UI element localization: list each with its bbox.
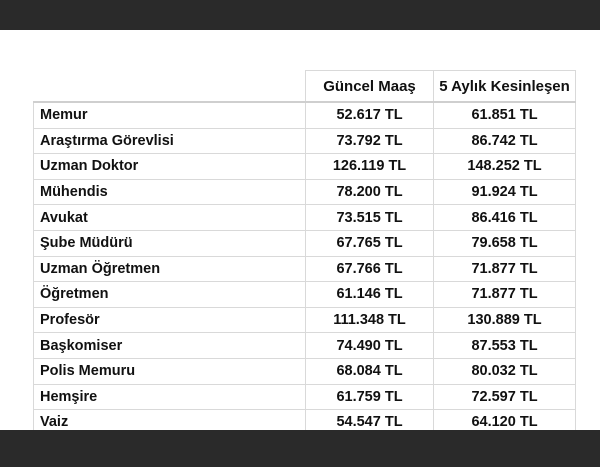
- current-salary-cell: 68.084 TL: [306, 358, 434, 384]
- final-salary-cell: 86.416 TL: [434, 205, 576, 231]
- final-salary-cell: 148.252 TL: [434, 154, 576, 180]
- table-row: [34, 256, 576, 282]
- bottom-letterbox-bar: [0, 430, 600, 467]
- current-salary-cell: 111.348 TL: [306, 307, 434, 333]
- current-salary-cell: 78.200 TL: [306, 179, 434, 205]
- current-salary-cell: 67.766 TL: [306, 256, 434, 282]
- job-title-cell: Uzman Doktor: [34, 154, 306, 180]
- salary-table: [33, 70, 576, 436]
- job-title-cell: Profesör: [34, 307, 306, 333]
- job-title-cell: Başkomiser: [34, 333, 306, 359]
- job-title-cell: Mühendis: [34, 179, 306, 205]
- current-salary-cell: 54.547 TL: [306, 410, 434, 436]
- table-row: [34, 282, 576, 308]
- current-salary-cell: 52.617 TL: [306, 102, 434, 128]
- job-title-cell: Polis Memuru: [34, 358, 306, 384]
- table-row: [34, 307, 576, 333]
- job-title-cell: Memur: [34, 102, 306, 128]
- table-body: [34, 102, 576, 435]
- final-salary-cell: 61.851 TL: [434, 102, 576, 128]
- table-row: [34, 230, 576, 256]
- current-salary-cell: 74.490 TL: [306, 333, 434, 359]
- final-salary-cell: 79.658 TL: [434, 230, 576, 256]
- final-salary-cell: 86.742 TL: [434, 128, 576, 154]
- job-title-cell: Uzman Öğretmen: [34, 256, 306, 282]
- top-letterbox-bar: [0, 0, 600, 30]
- current-salary-cell: 61.759 TL: [306, 384, 434, 410]
- current-salary-cell: 126.119 TL: [306, 154, 434, 180]
- final-salary-cell: 71.877 TL: [434, 282, 576, 308]
- table-row: [34, 333, 576, 359]
- final-salary-cell: 130.889 TL: [434, 307, 576, 333]
- current-salary-cell: 67.765 TL: [306, 230, 434, 256]
- current-salary-cell: 61.146 TL: [306, 282, 434, 308]
- job-title-cell: Şube Müdürü: [34, 230, 306, 256]
- current-salary-cell: 73.515 TL: [306, 205, 434, 231]
- final-salary-cell: 72.597 TL: [434, 384, 576, 410]
- final-salary-cell: 71.877 TL: [434, 256, 576, 282]
- table-row: [34, 384, 576, 410]
- table-row: [34, 154, 576, 180]
- table-row: [34, 358, 576, 384]
- final-salary-cell: 80.032 TL: [434, 358, 576, 384]
- header-blank-cell: [34, 71, 306, 103]
- job-title-cell: Avukat: [34, 205, 306, 231]
- job-title-cell: Hemşire: [34, 384, 306, 410]
- final-salary-cell: 91.924 TL: [434, 179, 576, 205]
- table-header-row: [34, 71, 576, 103]
- job-title-cell: Vaiz: [34, 410, 306, 436]
- header-final-salary: 5 Aylık Kesinleşen: [434, 71, 576, 103]
- final-salary-cell: 87.553 TL: [434, 333, 576, 359]
- job-title-cell: Öğretmen: [34, 282, 306, 308]
- final-salary-cell: 64.120 TL: [434, 410, 576, 436]
- header-current-salary: Güncel Maaş: [306, 71, 434, 103]
- table-row: [34, 128, 576, 154]
- job-title-cell: Araştırma Görevlisi: [34, 128, 306, 154]
- table-row: [34, 179, 576, 205]
- table-row: [34, 205, 576, 231]
- current-salary-cell: 73.792 TL: [306, 128, 434, 154]
- table-row: [34, 102, 576, 128]
